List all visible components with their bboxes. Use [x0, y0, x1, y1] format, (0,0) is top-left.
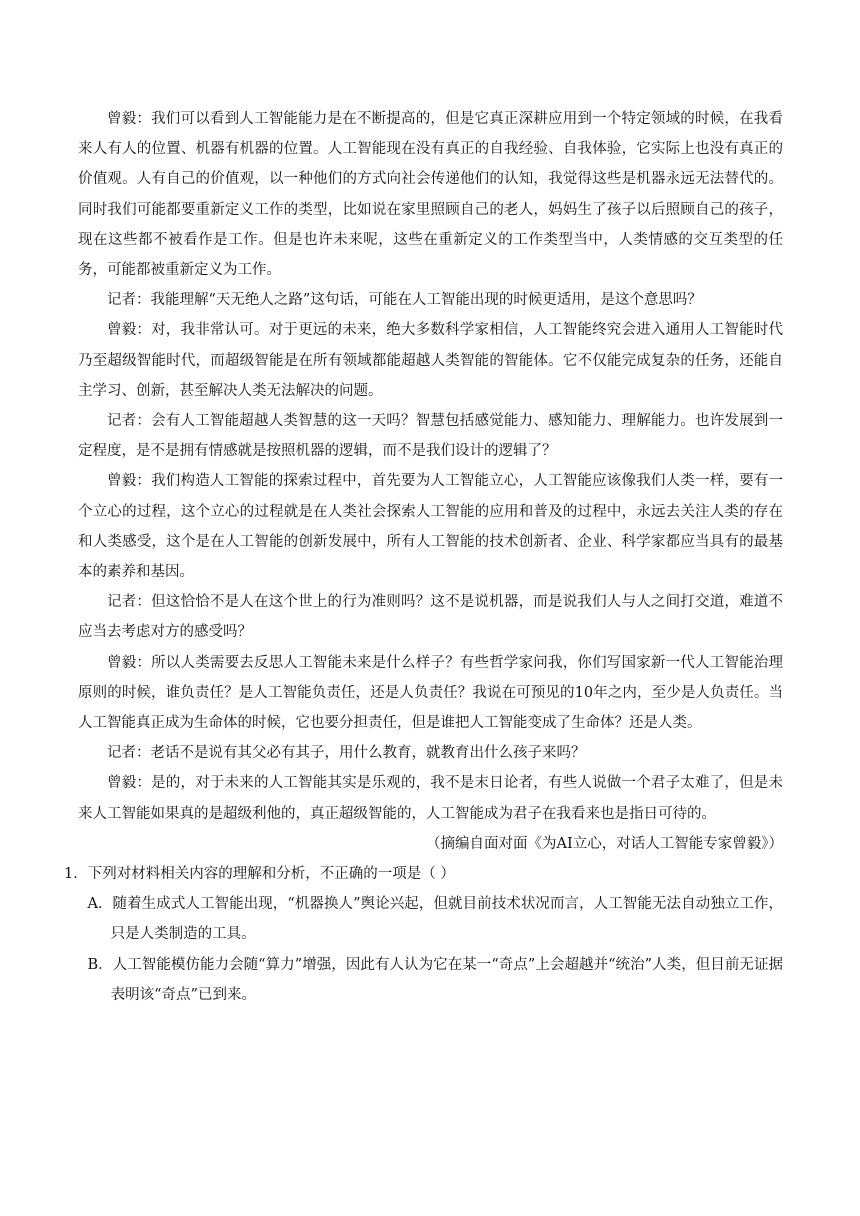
- paragraph-9: 曾毅：是的，对于未来的人工智能其实是乐观的，我不是末日论者，有些人说做一个君子太难了，但是未来人工智能如果真的是超级利他的，真正超级智能的，人工智能成为君子在我看来也是指日可待的。: [78, 775, 783, 822]
- document-body: [64, 104, 784, 1010]
- paragraph-8: 记者：老话不是说有其父必有其子，用什么教育，就教育出什么孩子来吗？: [107, 745, 586, 762]
- paragraph-1: 曾毅：我们可以看到人工智能能力是在不断提高的，但是它真正深耕应用到一个特定领域的时候，在我看来人有人的位置、机器有机器的位置。人工智能现在没有真正的自我经验、自我体验，它实际上也没有真正的价值观。人有自己的价值观，以一种他们的方式向社会传递他们的认知，我觉得这些是机器永远无法替代的。同时我们可能都要重新定义工作的类型，比如说在家里照顾自己的老人，妈妈生了孩子以后照顾自己的孩子，现在这些都不被看作是工作。但是也许未来呢，这些在重新定义的工作类型当中，人类情感的交互类型的任务，可能都被重新定义为工作。: [78, 111, 783, 279]
- paragraph-5: 曾毅：我们构造人工智能的探索过程中，首先要为人工智能立心，人工智能应该像我们人类一样，要有一个立心的过程，这个立心的过程就是在人类社会探索人工智能的应用和普及的过程中，永远去关注人类的存在和人类感受，这个是在人工智能的创新发展中，所有人工智能的技术创新者、企业、科学家都应当具有的最基本的素养和基因。: [78, 473, 783, 581]
- option-letter: A．: [87, 896, 113, 913]
- paragraph-4: 记者：会有人工智能超越人类智慧的这一天吗？智慧包括感觉能力、感知能力、理解能力。也许发展到一定程度，是不是拥有情感就是按照机器的逻辑，而不是我们设计的逻辑了？: [78, 413, 783, 460]
- paragraph-2: 记者：我能理解“天无绝人之路”这句话，可能在人工智能出现的时候更适用，是这个意思吗？: [107, 292, 702, 309]
- source-citation: （摘编自面对面《为AI立心，对话人工智能专家曾毅》）: [426, 835, 783, 852]
- question-stem: 1．下列对材料相关内容的理解和分析，不正确的一项是（ ）: [64, 866, 455, 883]
- question-option-a: [78, 889, 783, 949]
- paragraph-6: 记者：但这恰恰不是人在这个世上的行为准则吗？这不是说机器，而是说我们人与人之间打交道，难道不应当去考虑对方的感受吗？: [78, 594, 783, 641]
- paragraph-3: 曾毅：对，我非常认可。对于更远的未来，绝大多数科学家相信，人工智能终究会进入通用人工智能时代乃至超级智能时代，而超级智能是在所有领域都能超越人类智能的智能体。它不仅能完成复杂的任务，还能自主学习、创新，甚至解决人类无法解决的问题。: [78, 322, 783, 399]
- question-option-b: [78, 950, 783, 1010]
- option-text: 人工智能模仿能力会随“算力”增强，因此有人认为它在某一“奇点”上会超越并“统治”人类，但目前无证据表明该“奇点”已到来。: [110, 956, 784, 1003]
- option-letter: B．: [87, 956, 113, 973]
- option-text: 随着生成式人工智能出现，“机器换人”舆论兴起，但就目前技术状况而言，人工智能无法自动独立工作，只是人类制造的工具。: [110, 896, 783, 943]
- paragraph-7: 曾毅：所以人类需要去反思人工智能未来是什么样子？有些哲学家问我，你们写国家新一代人工智能治理原则的时候，谁负责任？是人工智能负责任，还是人负责任？我说在可预见的10年之内，至少是人负责任。当人工智能真正成为生命体的时候，它也要分担责任，但是谁把人工智能变成了生命体？还是人类。: [78, 654, 783, 732]
